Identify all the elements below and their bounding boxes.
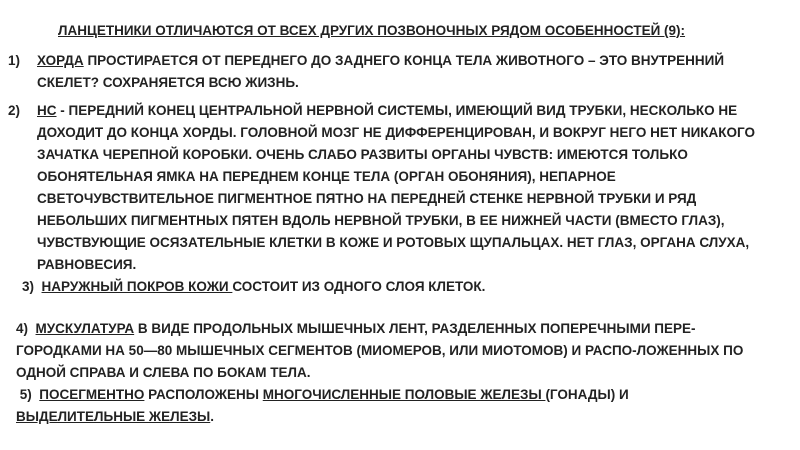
item-number: 2) <box>8 103 21 118</box>
term-chord: ХОРДА <box>37 53 84 68</box>
item-text: - ПЕРЕДНИЙ КОНЕЦ ЦЕНТРАЛЬНОЙ НЕРВНОЙ СИСТЕМЫ, ИМЕЮЩИЙ ВИД ТРУБКИ, НЕСКОЛЬКО НЕ ДОХОДИТ ДО КОНЦА ХОРДЫ. ГОЛОВНОЙ МОЗГ НЕ ДИФФЕРЕНЦИРОВАН, И ВОКРУГ НЕГО НЕТ НИКАКОГО ЗАЧАТКА ЧЕРЕПНОЙ КОРОБКИ. ОЧЕНЬ СЛАБО РАЗВИТЫ ОРГАНЫ ЧУВСТВ: ИМЕЮТСЯ ТОЛЬКО ОБОНЯТЕЛЬНАЯ ЯМКА НА ПЕРЕДНЕМ КОНЦЕ ТЕЛА (ОРГАН ОБОНЯНИЯ), НЕПАРНОЕ СВЕТОЧУВСТВИТЕЛЬНОЕ ПИГМЕНТНОЕ ПЯТНО НА ПЕРЕДНЕЙ СТЕНКЕ НЕРВНОЙ ТРУБКИ И РЯД НЕБОЛЬШИХ ПИГМЕНТНЫХ ПЯТЕН ВДОЛЬ НЕРВНОЙ ТРУБКИ, В ЕЕ НИЖНЕЙ ЧАСТИ (ВМЕСТО ГЛАЗ), ЧУВСТВУЮЩИЕ ОСЯЗАТЕЛЬНЫЕ КЛЕТКИ В КОЖЕ И РОТОВЫХ ЩУПАЛЬЦАХ. НЕТ ГЛАЗ, ОРГАНА СЛУХА, РАВНОВЕСИЯ. <box>37 103 755 272</box>
item-text: РАСПОЛОЖЕНЫ <box>144 387 263 402</box>
list-item-5 <box>16 387 629 424</box>
item-number: 5) <box>19 387 32 402</box>
item-number: 3) <box>22 279 35 294</box>
term-gonads: МНОГОЧИСЛЕННЫЕ ПОЛОВЫЕ ЖЕЛЕЗЫ <box>262 387 546 402</box>
item-text: . <box>210 409 215 424</box>
list-item-1 <box>8 50 753 94</box>
term-skin: НАРУЖНЫЙ ПОКРОВ КОЖИ <box>41 279 233 294</box>
term-segmented: ПОСЕГМЕНТНО <box>39 387 145 402</box>
item-text: ПРОСТИРАЕТСЯ ОТ ПЕРЕДНЕГО ДО ЗАДНЕГО КОНЦА ТЕЛА ЖИВОТНОГО – ЭТО ВНУТРЕННИЙ СКЕЛЕТ? СОХРАНЯЕТСЯ ВСЮ ЖИЗНЬ. <box>37 53 725 90</box>
title-text: ЛАНЦЕТНИКИ ОТЛИЧАЮТСЯ ОТ ВСЕХ ДРУГИХ ПОЗВОНОЧНЫХ РЯДОМ ОСОБЕННОСТЕЙ (9): <box>58 23 686 38</box>
list-item-2 <box>8 100 768 276</box>
page-title <box>58 20 778 42</box>
term-ns: НС <box>37 103 57 118</box>
item-body <box>8 50 753 94</box>
list-item-4 <box>16 318 746 428</box>
term-muscles: МУСКУЛАТУРА <box>35 321 135 336</box>
item-text: (ГОНАДЫ) И <box>545 387 629 402</box>
term-excretory: ВЫДЕЛИТЕЛЬНЫЕ ЖЕЛЕЗЫ <box>16 409 211 424</box>
item-text: СОСТОИТ ИЗ ОДНОГО СЛОЯ КЛЕТОК. <box>232 279 486 294</box>
item-text: В ВИДЕ ПРОДОЛЬНЫХ МЫШЕЧНЫХ ЛЕНТ, РАЗДЕЛЕННЫХ ПОПЕРЕЧНЫМИ ПЕРЕ-ГОРОДКАМИ НА 50—80 МЫШЕЧНЫХ СЕГМЕНТОВ (МИОМЕРОВ, ИЛИ МИОТОМОВ) И РАСПО-ЛОЖЕННЫХ ПО ОДНОЙ СПРАВА И СЛЕВА ПО БОКАМ ТЕЛА. <box>16 321 744 380</box>
item-body <box>8 100 768 276</box>
item-number: 1) <box>8 53 21 68</box>
list-item-3 <box>22 276 762 298</box>
item-number: 4) <box>16 321 29 336</box>
